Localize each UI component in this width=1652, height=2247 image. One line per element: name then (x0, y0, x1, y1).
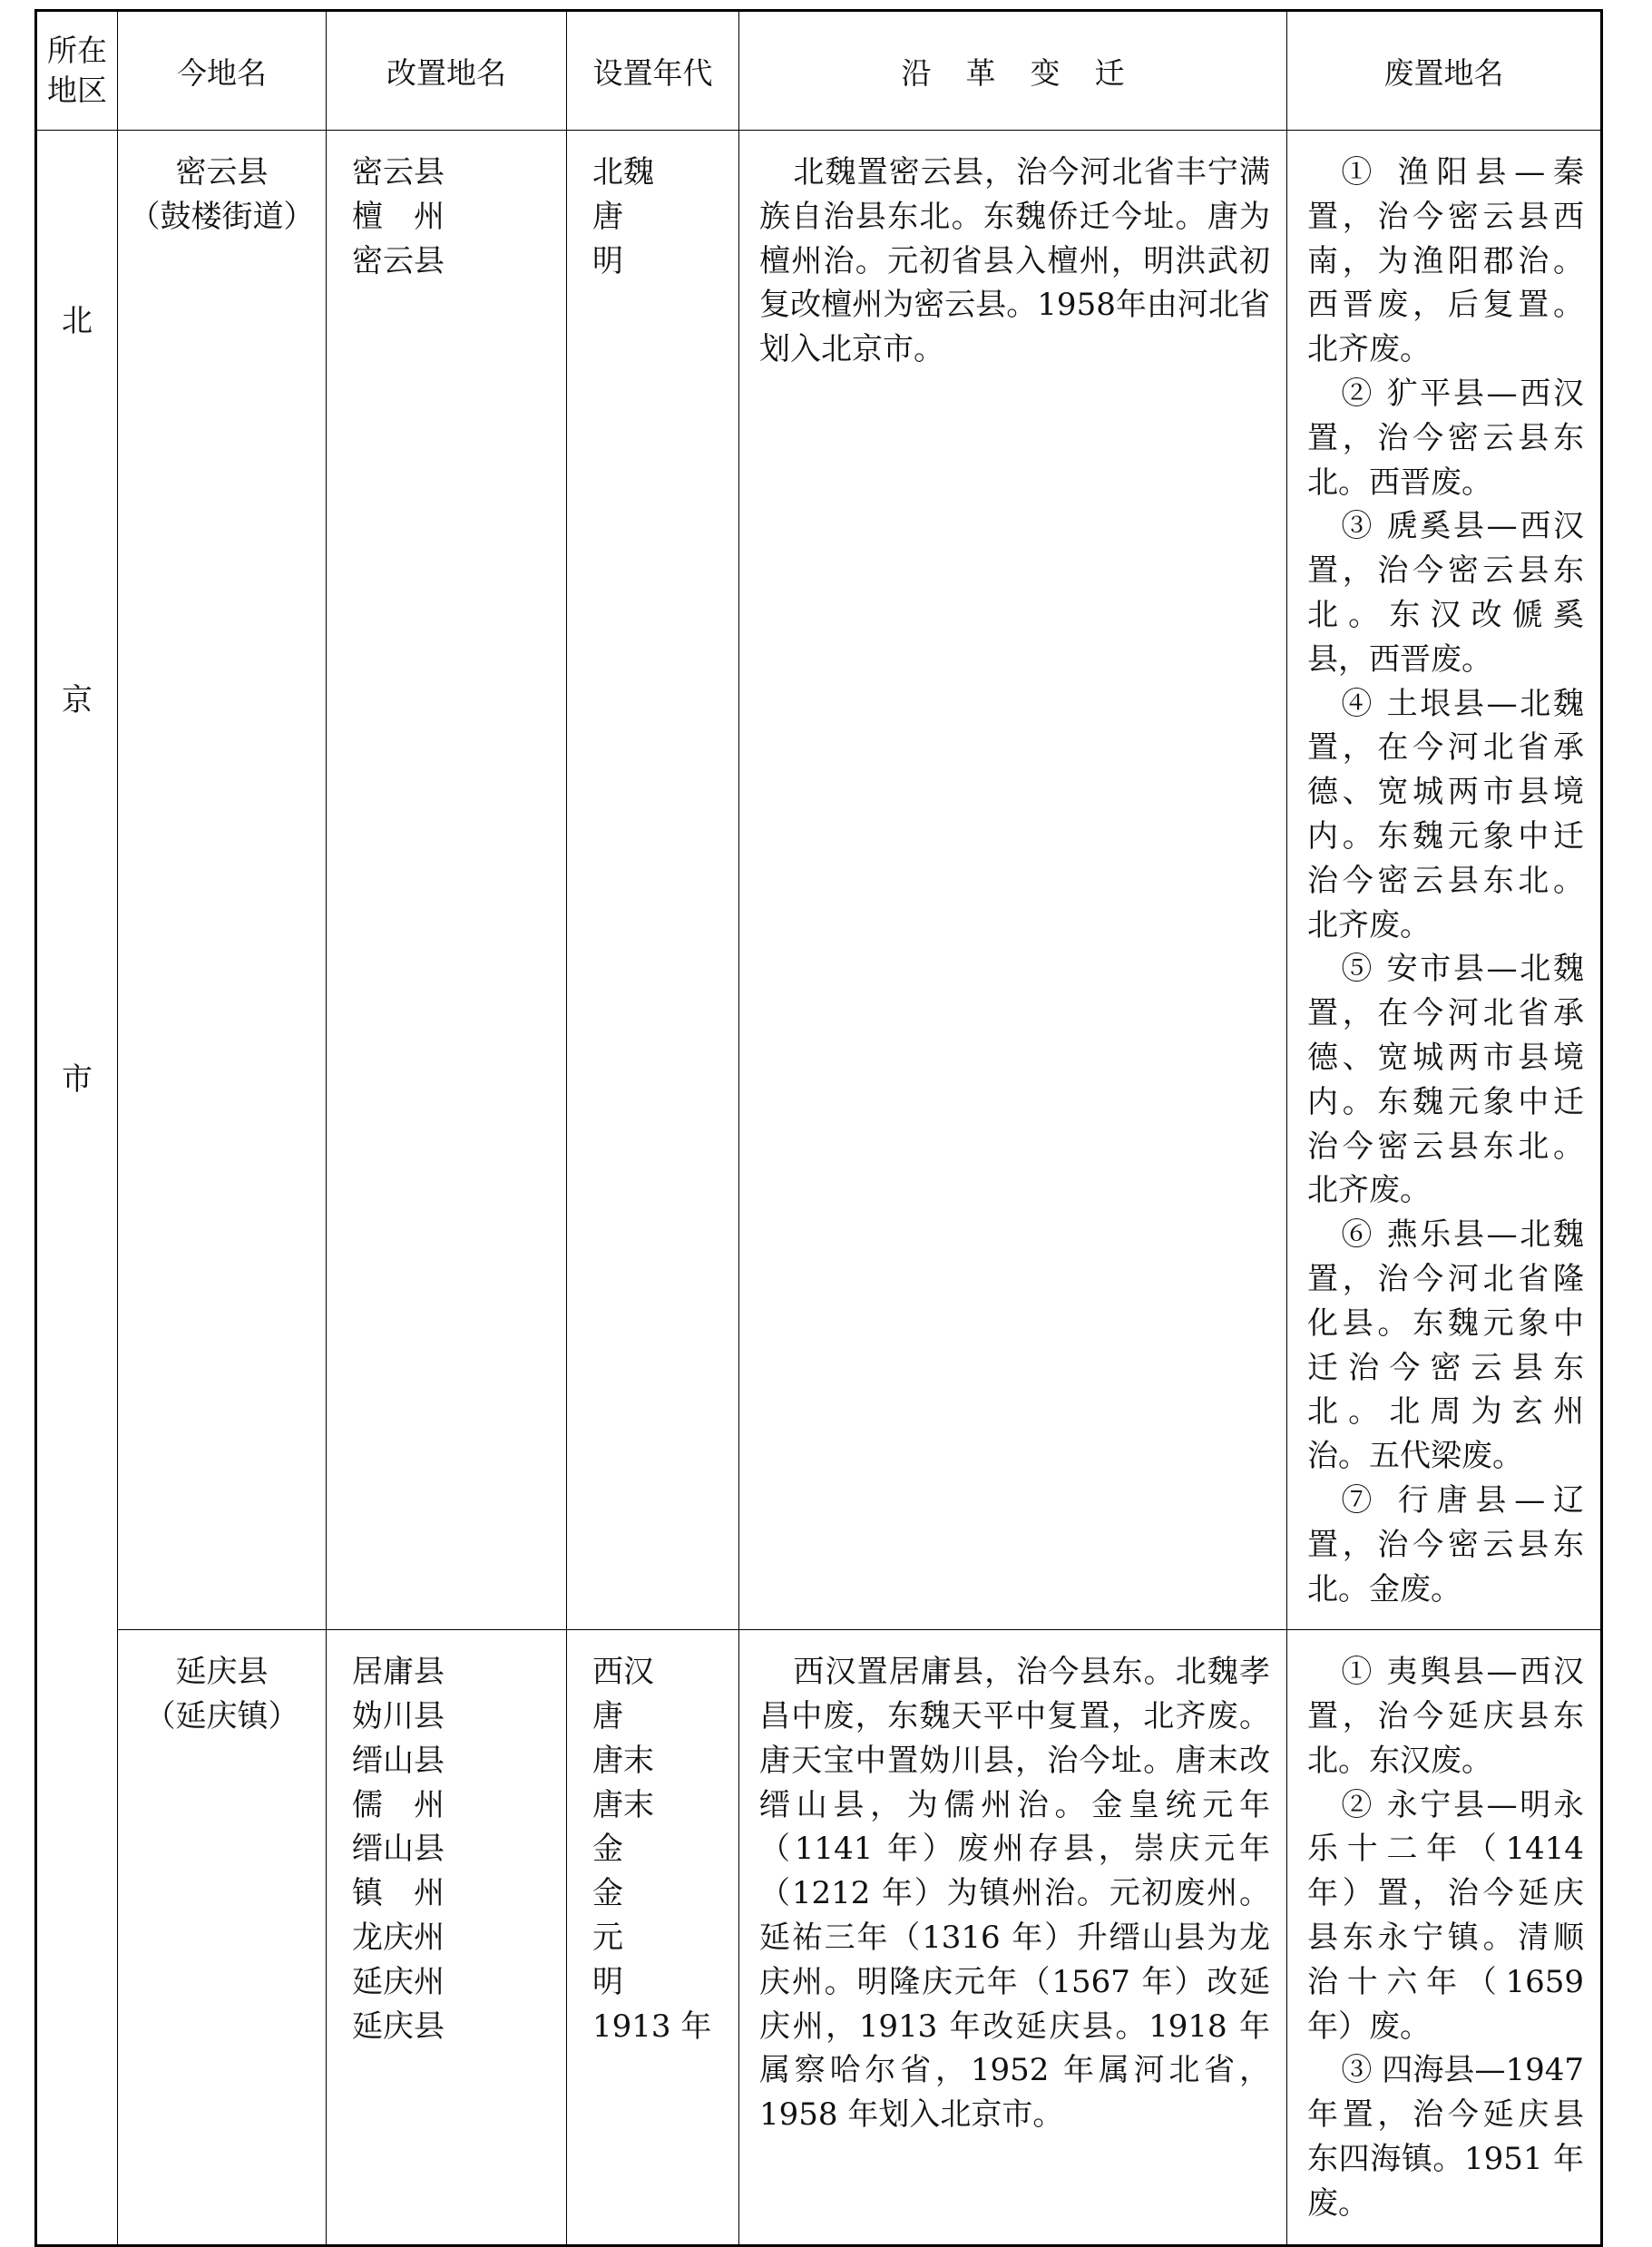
renamed-item: 居庸县 (352, 1654, 445, 1691)
era-item: 唐末 (592, 1742, 654, 1779)
history-text: 西汉置居庸县，治今县东。北魏孝昌中废，东魏天平中复置，北齐废。唐天宝中置妫川县，治今址。唐末改缙山县，为儒州治。金皇统元年（1141 年）废州存县，崇庆元年（1212 年）为镇州治。元初废州。延祐三年（1316 年）升缙山县为龙庆州。明隆庆元年（1567 年）改延庆州，1913 年改延庆县。1918 年属察哈尔省，1952 年属河北省，1958 年划入北京市。 (759, 1654, 1270, 2134)
abolished-item: ① 夷舆县—西汉置，治今延庆县东北。东汉废。 (1307, 1654, 1584, 1779)
renamed-cell (327, 1630, 567, 2245)
header-history: 沿革变迁 (739, 11, 1287, 131)
region-char: 京 (62, 682, 93, 718)
abolished-item: ⑦ 行唐县—辽置，治今密云县东北。金废。 (1307, 1481, 1584, 1607)
table-row (36, 1630, 1602, 2245)
renamed-item: 缙山县 (352, 1831, 445, 1868)
era-cell (567, 1630, 739, 2245)
renamed-item: 镇 州 (352, 1875, 445, 1912)
current-seat: （鼓楼街道） (129, 198, 315, 235)
header-current-name: 今地名 (118, 11, 327, 131)
era-item: 金 (592, 1875, 623, 1912)
era-cell (567, 131, 739, 1630)
table-header-row (36, 11, 1602, 131)
renamed-cell (327, 131, 567, 1630)
renamed-item: 密云县 (352, 154, 445, 191)
history-cell (739, 1630, 1287, 2245)
current-name-cell (118, 1630, 327, 2245)
abolished-item: ④ 土垠县—北魏置，在今河北省承德、宽城两市县境内。东魏元象中迁治今密云县东北。北齐废。 (1307, 685, 1584, 943)
abolished-item: ② 犷平县—西汉置，治今密云县东北。西晋废。 (1307, 375, 1584, 501)
abolished-item: ⑤ 安市县—北魏置，在今河北省承德、宽城两市县境内。东魏元象中迁治今密云县东北。北齐废。 (1307, 951, 1584, 1209)
abolished-cell (1287, 131, 1602, 1630)
region-char: 市 (62, 1061, 93, 1098)
current-seat: （延庆镇） (144, 1698, 299, 1735)
header-abolished: 废置地名 (1287, 11, 1602, 131)
header-region: 所在 地区 (36, 11, 118, 131)
region-char: 北 (62, 303, 93, 339)
abolished-item: ③ 虒奚县—西汉置，治今密云县东北。东汉改傂奚县，西晋废。 (1307, 508, 1584, 678)
abolished-cell (1287, 1630, 1602, 2245)
era-item: 明 (592, 242, 623, 279)
abolished-item: ① 渔阳县—秦置，治今密云县西南，为渔阳郡治。西晋废，后复置。北齐废。 (1307, 154, 1584, 368)
era-item: 元 (592, 1920, 623, 1957)
region-cell (36, 131, 118, 2246)
renamed-item: 妫川县 (352, 1698, 445, 1735)
place-name-table (34, 9, 1603, 2247)
current-name-cell (118, 131, 327, 1630)
renamed-item: 延庆县 (352, 2008, 445, 2045)
abolished-item: ⑥ 燕乐县—北魏置，治今河北省隆化县。东魏元象中迁治今密云县东北。北周为玄州治。五代梁废。 (1307, 1216, 1584, 1475)
renamed-item: 儒 州 (352, 1786, 445, 1823)
abolished-item: ③ 四海县—1947 年置，治今延庆县东四海镇。1951 年废。 (1307, 2052, 1584, 2222)
header-renamed: 改置地名 (327, 11, 567, 131)
era-item: 1913 年 (592, 2008, 712, 2045)
renamed-item: 龙庆州 (352, 1920, 445, 1957)
renamed-item: 延庆州 (352, 1963, 445, 2000)
history-text: 北魏置密云县，治今河北省丰宁满族自治县东北。东魏侨迁今址。唐为檀州治。元初省县入檀州，明洪武初复改檀州为密云县。1958年由河北省划入北京市。 (759, 154, 1270, 368)
renamed-item: 密云县 (352, 242, 445, 279)
history-cell (739, 131, 1287, 1630)
era-item: 北魏 (592, 154, 654, 191)
era-item: 金 (592, 1831, 623, 1868)
current-name: 密云县 (175, 154, 269, 191)
era-item: 唐 (592, 198, 623, 235)
header-era: 设置年代 (567, 11, 739, 131)
renamed-item: 檀 州 (352, 198, 445, 235)
abolished-item: ② 永宁县—明永乐十二年（1414 年）置，治今延庆县东永宁镇。清顺治十六年（1659 年）废。 (1307, 1786, 1584, 2045)
era-item: 唐末 (592, 1786, 654, 1823)
era-item: 唐 (592, 1698, 623, 1735)
era-item: 西汉 (592, 1654, 654, 1691)
current-name: 延庆县 (175, 1654, 269, 1691)
renamed-item: 缙山县 (352, 1742, 445, 1779)
table-row (36, 131, 1602, 1630)
era-item: 明 (592, 1963, 623, 2000)
